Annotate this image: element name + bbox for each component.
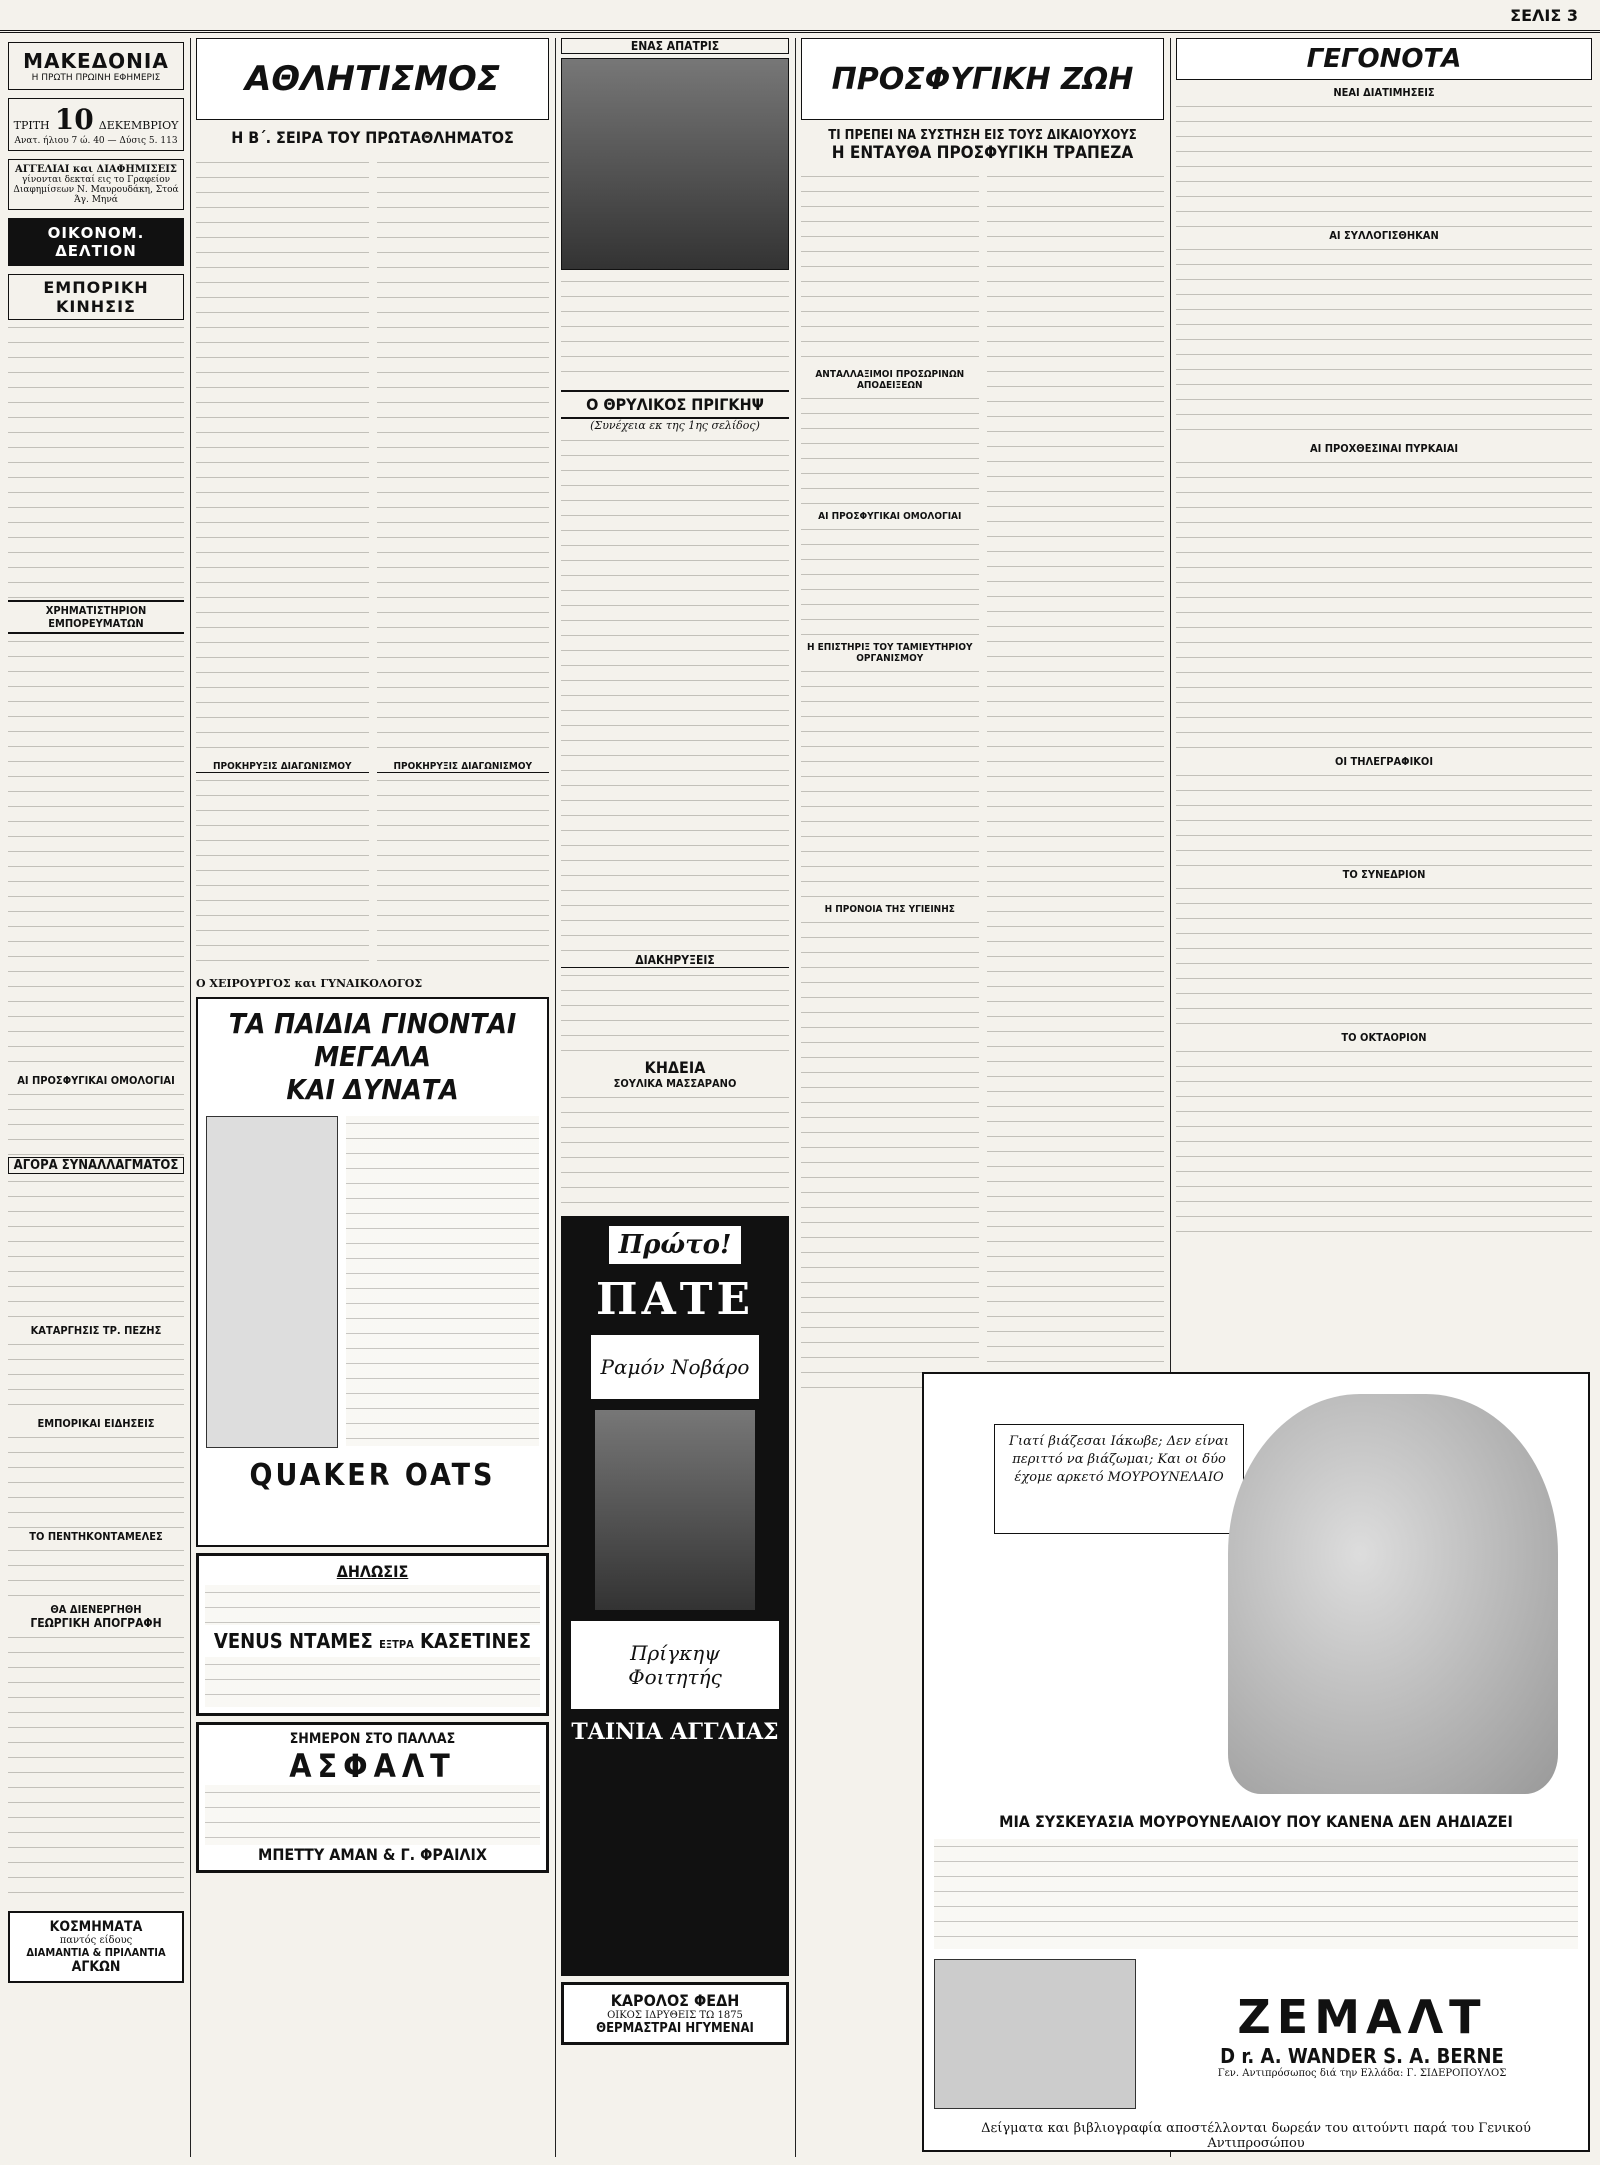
pathe-tag: ΤΑΙΝΙΑ ΑΓΓΛΙΑΣ	[571, 1719, 779, 1745]
trade-news-header: ΕΜΠΟΡΙΚΑΙ ΕΙΔΗΣΕΙΣ	[37, 1417, 155, 1430]
column-divider	[555, 38, 556, 2157]
venus-brand: VENUS	[213, 1629, 283, 1653]
karolos-name: ΚΑΡΟΛΟΣ ΦΕΔΗ	[610, 1991, 740, 2010]
venus-extra: ΕΞΤΡΑ	[379, 1638, 414, 1651]
census-header-a: ΘΑ ΔΙΕΝΕΡΓΗΘΗ	[50, 1603, 142, 1616]
pathe-star: Ραμόν Νοβάρο	[591, 1335, 760, 1399]
census-text	[8, 1630, 184, 1905]
portrait-photo	[561, 58, 789, 270]
zemalt-footer: Δείγματα και βιβλιογραφία αποστέλλονται δωρεάν του αιτούντι παρά του Γενικού Αντιπροσώπου	[981, 2121, 1531, 2151]
jewel-diamonds: ΔΙΑΜΑΝΤΙΑ & ΠΡΙΛΑΝΤΙΑ	[26, 1946, 166, 1959]
quaker-headline-3: ΚΑΙ ΔΥΝΑΤΑ	[286, 1073, 459, 1106]
column-1	[8, 38, 184, 2157]
events-sub-1: ΝΕΑΙ ΔΙΑΤΙΜΗΣΕΙΣ	[1333, 86, 1435, 99]
pathe-first: Πρώτο!	[609, 1226, 742, 1264]
trade-text	[8, 320, 184, 600]
date-month: ΔΕΚΕΜΒΡΙΟΥ	[98, 119, 179, 132]
venus-casetines: ΚΑΣΕΤΙΝΕΣ	[420, 1629, 532, 1653]
jewellery-ad	[8, 1911, 184, 1983]
top-rule	[0, 0, 1600, 33]
zemalt-agent: Γεν. Αντιπρόσωπος διά την Ελλάδα: Γ. ΣΙΔΕΡΟΠΟΥΛΟΣ	[1217, 2067, 1507, 2079]
ads-notice-title: ΑΓΓΕΛΙΑΙ και ΔΙΑΦΗΜΙΣΕΙΣ	[15, 164, 177, 175]
events-sub-3: ΑΙ ΠΡΟΧΘΕΣΙΝΑΙ ΠΥΡΚΑΙΑΙ	[1309, 442, 1459, 455]
column-divider	[795, 38, 796, 2157]
dilosis-title: ΔΗΛΩΣΙΣ	[336, 1562, 409, 1581]
exchange-text	[8, 634, 184, 1074]
pathe-brand: ΠΑΤΕ	[596, 1274, 754, 1325]
events-sub-5: ΤΟ ΣΥΝΕΔΡΙΟΝ	[1342, 868, 1426, 881]
zemalt-speech-bubble: Γιατί βιάζεσαι Ιάκωβε; Δεν είναι περιττό να βιάζωμαι; Και οι δύο έχομε αρκετό ΜΟΥΡΟΥΝΕΛΑΙΟ	[994, 1424, 1244, 1534]
bonds-header: ΑΙ ΠΡΟΣΦΥΓΙΚΑΙ ΟΜΟΛΟΓΙΑΙ	[17, 1074, 175, 1087]
karolos-product: ΘΕΡΜΑΣΤΡΑΙ ΗΓΥΜΕΝΑΙ	[596, 2021, 754, 2036]
venus-ad	[196, 1553, 549, 1716]
cinema-stars: ΜΠΕΤΤΥ ΑΜΑΝ & Γ. ΦΡΑΙΛΙΧ	[257, 1845, 488, 1864]
currency-table	[8, 1174, 184, 1324]
refugee-sub-4: Η ΠΡΟΝΟΙΑ ΤΗΣ ΥΓΙΕΙΝΗΣ	[824, 904, 955, 915]
econ-bulletin-header: ΟΙΚΟΝΟΜ. ΔΕΛΤΙΟΝ	[8, 218, 184, 266]
jewel-sub: παντός είδους	[59, 1935, 133, 1946]
column-3	[561, 38, 789, 2157]
sports-banner	[196, 38, 549, 120]
funeral-header: ΚΗΔΕΙΑ	[644, 1058, 706, 1077]
jewel-title: ΚΟΣΜΗΜΑΤΑ	[49, 1919, 143, 1935]
pathe-film-ad	[561, 1216, 789, 1976]
events-banner-text: ΓΕΓΟΝΟΤΑ	[1306, 44, 1462, 74]
closure-text	[8, 1337, 184, 1417]
zemalt-brand: ΖΕΜΑΛΤ	[1237, 1989, 1487, 2044]
venus-dames: ΝΤΑΜΕΣ	[289, 1629, 373, 1653]
zemalt-headline: ΜΙΑ ΣΥΣΚΕΥΑΣΙΑ ΜΟΥΡΟΥΝΕΛΑΙΟΥ ΠΟΥ ΚΑΝΕΝΑ ΔΕΝ ΑΗΔΙΑΖΕΙ	[999, 1812, 1513, 1831]
jewel-shop: ΑΓΚΩΝ	[71, 1959, 121, 1975]
pathe-photo	[594, 1409, 756, 1611]
page-number: ΣΕΛΙΣ 3	[1510, 6, 1578, 25]
zemalt-children-illustration	[1228, 1394, 1558, 1794]
cinema-today: ΣΗΜΕΡΟΝ ΣΤΟ ΠΑΛΛΑΣ	[289, 1731, 456, 1747]
zemalt-ad	[922, 1372, 1590, 2152]
prince-sub: (Συνέχεια εκ της 1ης σελίδος)	[590, 419, 760, 432]
pathe-title: Πρίγκηψ Φοιτητής	[571, 1621, 779, 1709]
events-sub-2: ΑΙ ΣΥΛΛΟΓΙΣΘΗΚΑΝ	[1329, 229, 1439, 242]
refugee-article	[801, 169, 1164, 1389]
quaker-headline-1: ΤΑ ΠΑΙΔΙΑ ΓΙΝΟΝΤΑΙ	[228, 1007, 517, 1040]
refugee-headline-1: ΤΙ ΠΡΕΠΕΙ ΝΑ ΣΥΣΤΗΣΗ ΕΙΣ ΤΟΥΣ ΔΙΚΑΙΟΥΧΟΥΣ	[828, 128, 1137, 143]
tenders-row	[196, 761, 549, 973]
column-2	[196, 38, 549, 2157]
sports-headline: Η Β΄. ΣΕΙΡΑ ΤΟΥ ΠΡΩΤΑΘΛΗΜΑΤΟΣ	[231, 128, 514, 147]
sun-times: Ανατ. ήλιου 7 ώ. 40 — Δύσις 5. 113	[14, 136, 178, 146]
events-sub-6: ΤΟ ΟΚΤΑΟΡΙΟΝ	[1341, 1031, 1427, 1044]
events-sub-4: ΟΙ ΤΗΛΕΓΡΑΦΙΚΟΙ	[1334, 755, 1434, 768]
masthead-tagline: Η ΠΡΩΤΗ ΠΡΩΙΝΗ ΕΦΗΜΕΡΙΣ	[31, 73, 161, 83]
column-divider	[190, 38, 191, 2157]
tender-2-header: ΠΡΟΚΗΡΥΞΙΣ ΔΙΑΓΩΝΙΣΜΟΥ	[377, 761, 550, 773]
zemalt-company: D r. A. WANDER S. A. BERNE	[1220, 2043, 1504, 2068]
ads-notice-text: γίνονται δεκταί εις το Γραφείον Διαφημίσεων Ν. Μαυρουδάκη, Στοά Άγ. Μηνά	[13, 175, 179, 205]
fifty-member-header: ΤΟ ΠΕΝΤΗΚΟΝΤΑΜΕΛΕΣ	[29, 1530, 163, 1543]
quaker-box-illustration	[206, 1116, 338, 1448]
prince-headline: Ο ΘΡΥΛΙΚΟΣ ΠΡΙΓΚΗΨ	[561, 390, 789, 419]
quaker-ad	[196, 997, 549, 1547]
funeral-name: ΣΟΥΛΙΚΑ ΜΑΣΣΑΡΑΝΟ	[613, 1077, 737, 1090]
masthead-name: ΜΑΚΕΔΟΝΙΑ	[23, 49, 169, 73]
doctor-notice: Ο ΧΕΙΡΟΥΡΓΟΣ και ΓΥΝΑΙΚΟΛΟΓΟΣ	[196, 977, 423, 990]
exchange-header: ΧΡΗΜΑΤΙΣΤΗΡΙΟΝ ΕΜΠΟΡΕΥΜΑΤΩΝ	[8, 600, 184, 634]
refugee-sub-2: ΑΙ ΠΡΟΣΦΥΓΙΚΑΙ ΟΜΟΛΟΓΙΑΙ	[818, 511, 962, 522]
proclamations-header: ΔΙΑΚΗΡΥΞΕΙΣ	[561, 953, 789, 968]
refugee-banner-text: ΠΡΟΣΦΥΓΙΚΗ ΖΩΗ	[831, 61, 1134, 97]
date-day: ΤΡΙΤΗ	[13, 119, 50, 132]
currency-market-header: ΑΓΟΡΑ ΣΥΝΑΛΛΑΓΜΑΤΟΣ	[8, 1157, 184, 1174]
refugee-headline-2: Η ΕΝΤΑΥΘΑ ΠΡΟΣΦΥΓΙΚΗ ΤΡΑΠΕΖΑ	[831, 143, 1134, 163]
refugee-sub-1: ΑΝΤΑΛΛΑΞΙΜΟΙ ΠΡΟΣΩΡΙΝΩΝ ΑΠΟΔΕΙΞΕΩΝ	[815, 369, 965, 391]
trade-news-text	[8, 1430, 184, 1530]
tender-1-header: ΠΡΟΚΗΡΥΞΙΣ ΔΙΑΓΩΝΙΣΜΟΥ	[196, 761, 369, 773]
closure-header: ΚΑΤΑΡΓΗΣΙΣ ΤΡ. ΠΕΖΗΣ	[30, 1324, 162, 1337]
events-banner	[1176, 38, 1592, 80]
sports-banner-text: ΑΘΛΗΤΙΣΜΟΣ	[244, 59, 501, 99]
census-header-b: ΓΕΩΡΓΙΚΗ ΑΠΟΓΡΑΦΗ	[30, 1616, 162, 1630]
column-5	[1176, 38, 1592, 1365]
quaker-headline-2: ΜΕΓΑΛΑ	[314, 1040, 431, 1073]
bonds-text	[8, 1087, 184, 1157]
cinema-ad	[196, 1722, 549, 1873]
sports-article	[196, 155, 549, 755]
date-box	[8, 98, 184, 151]
zemalt-jars-illustration	[934, 1959, 1136, 2109]
fifty-member-text	[8, 1543, 184, 1603]
ads-notice	[8, 159, 184, 210]
cinema-film: ΑΣΦΑΛΤ	[289, 1747, 456, 1785]
refugee-sub-3: Η ΕΠΙΣΤΗΡΙΞ ΤΟΥ ΤΑΜΙΕΥΤΗΡΙΟΥ ΟΡΓΑΝΙΣΜΟΥ	[807, 642, 973, 664]
karolos-since: ΟΙΚΟΣ ΙΔΡΥΘΕΙΣ ΤΩ 1875	[607, 2010, 743, 2021]
trade-header: ΕΜΠΟΡΙΚΗ ΚΙΝΗΣΙΣ	[8, 274, 184, 320]
date-number: 10	[54, 103, 94, 136]
quaker-brand: QUAKER OATS	[249, 1458, 496, 1493]
refugee-banner	[801, 38, 1164, 120]
portrait-kicker: ΕΝΑΣ ΑΠΑΤΡΙΣ	[561, 38, 789, 54]
karolos-ad	[561, 1982, 789, 2045]
masthead	[8, 42, 184, 90]
